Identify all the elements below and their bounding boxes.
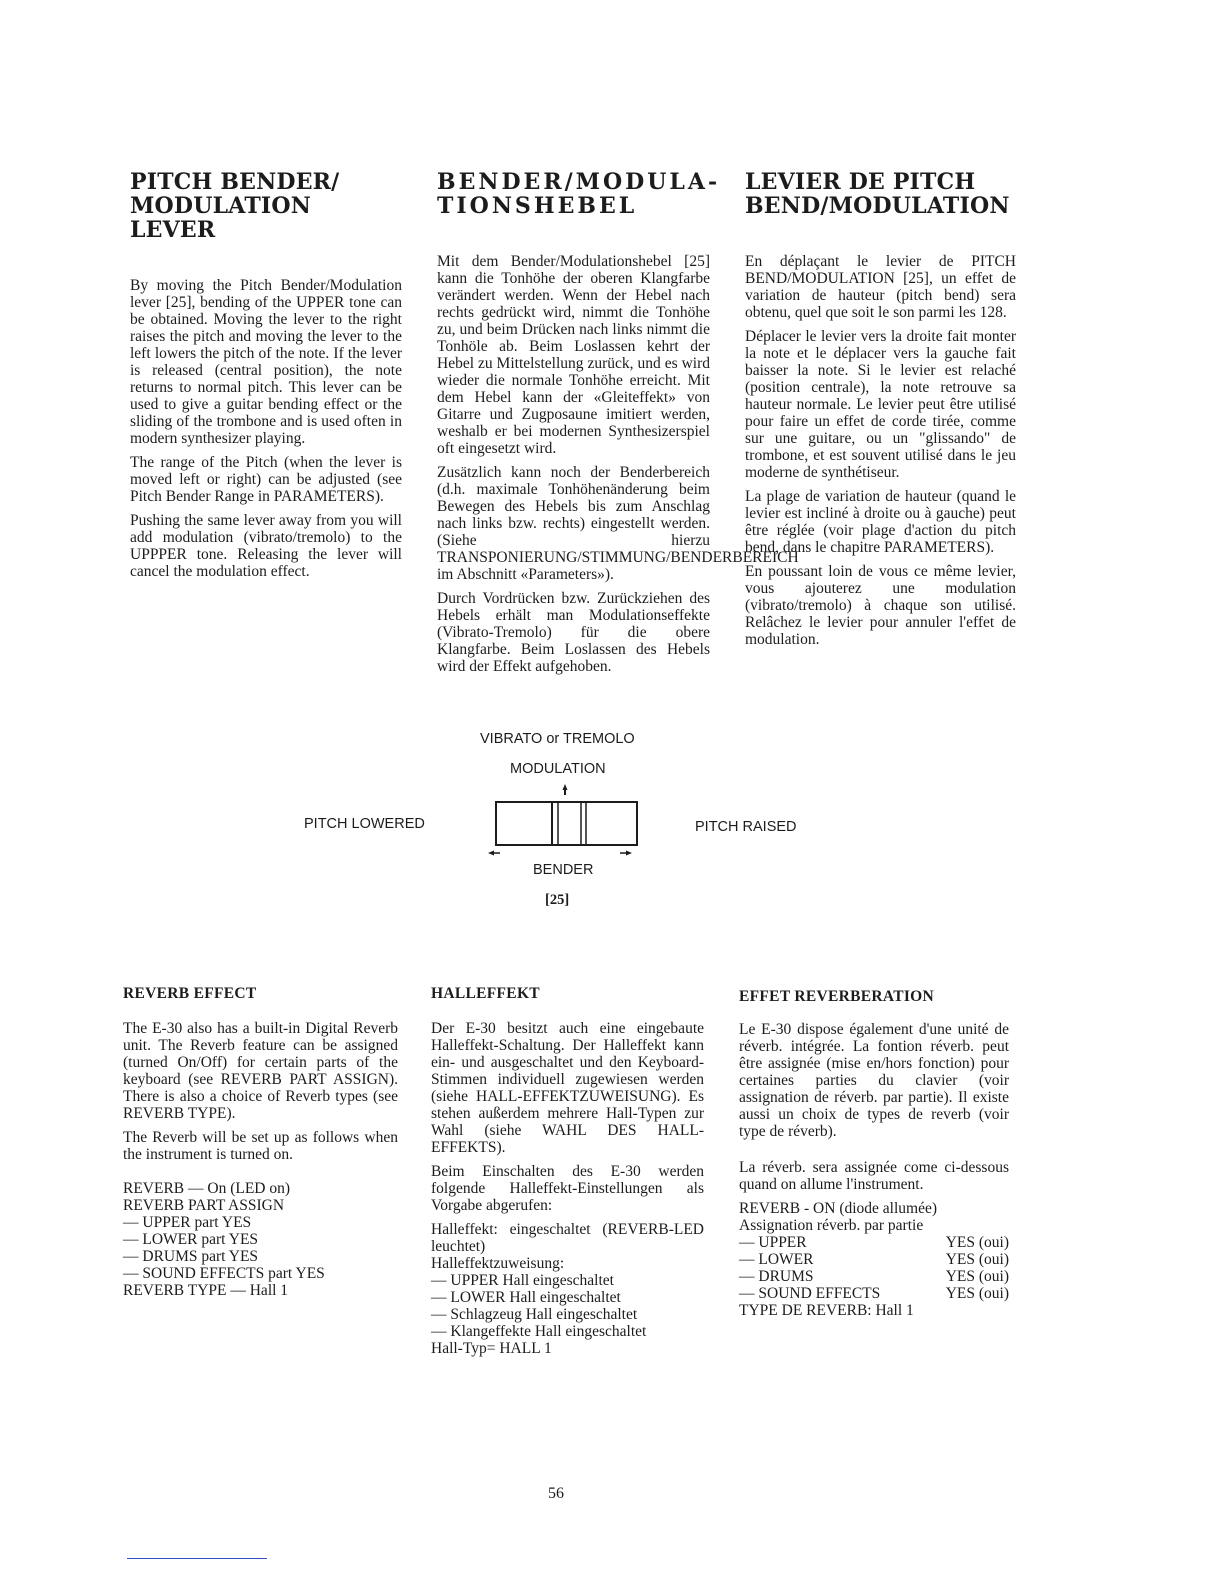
german-reverb-para-3: Halleffekt: eingeschaltet (REVERB-LED leuchtet): [431, 1221, 704, 1255]
french-reverb-column: [739, 988, 1009, 1319]
french-reverb-row: [739, 1251, 1009, 1268]
english-pitch-para-3: Pushing the same lever away from you will add modulation (vibrato/tremolo) to the UPPPER tone. Releasing the lever will cancel the modulation effect.: [130, 512, 402, 580]
german-reverb-para-1: Der E-30 besitzt auch eine eingebaute Halleffekt-Schaltung. Der Halleffekt kann ein- und ausgeschaltet und den Keyboard-Stimmen individuell zugewiesen werden (siehe HALL-EFFEKTZUWEISUNG). Es stehen außerdem mehrere Hall-Typen zur Wahl (siehe WAHL DES HALL-EFFEKTS).: [431, 1020, 704, 1156]
french-reverb-row: [739, 1268, 1009, 1285]
german-pitch-column: [437, 169, 799, 682]
french-reverb-value: YES (oui): [945, 1234, 1009, 1251]
french-reverb-title: EFFET REVERBERATION: [739, 988, 935, 1005]
lever-number-label: [25]: [545, 892, 570, 908]
french-reverb-row: [739, 1285, 1009, 1302]
right-arrow-icon: [620, 851, 632, 856]
pitch-raised-label: PITCH RAISED: [695, 819, 797, 835]
english-pitch-title: PITCH BENDER/ MODULATION LEVER: [130, 169, 340, 243]
german-reverb-column: [431, 985, 704, 1357]
french-pitch-para-1: En déplaçant le levier de PITCH BEND/MODULATION [25], un effet de variation de hauteur (pitch bend) sera obtenu, quel que soit le son parmi les 128.: [745, 253, 1016, 321]
german-reverb-title: HALLEFFEKT: [431, 985, 540, 1002]
german-pitch-title: BENDER/MODULA- TIONSHEBEL: [437, 169, 721, 219]
english-reverb-column: [123, 985, 398, 1299]
bender-lever-drawing: [470, 780, 660, 870]
left-arrow-icon: [488, 851, 500, 856]
french-reverb-part: — LOWER: [739, 1251, 814, 1268]
french-reverb-value: YES (oui): [945, 1285, 1009, 1302]
modulation-arrow-icon: [563, 784, 568, 795]
french-reverb-value: YES (oui): [945, 1268, 1009, 1285]
german-pitch-para-1: Mit dem Bender/Modulationshebel [25] kann die Tonhöhe der oberen Klangfarbe verändert werden. Wenn der Hebel nach rechts gedrückt wird, nimmt die Tonhöhe zu, und beim Drücken nach links nimmt die Tonhöle ab. Beim Loslassen kehrt der Hebel zu Mittelstellung zurück, und es wird wieder die normale Tonhöhe erreicht. Mit dem Hebel kann der «Gleiteffekt» von Gitarre und Zugposaune imitiert werden, weshalb er bei modernen Synthesizerspiel oft eingesetzt wird.: [437, 253, 710, 457]
french-reverb-row: [739, 1234, 1009, 1251]
lever-box: [496, 802, 637, 845]
pitch-lowered-label: PITCH LOWERED: [304, 816, 425, 832]
french-pitch-title: LEVIER DE PITCH BEND/MODULATION: [745, 169, 1010, 219]
french-pitch-para-3: La plage de variation de hauteur (quand le levier est incliné à droite ou à gauche) peut être réglée (voir plage d'action du pitch bend, dans le chapitre PARAMETERS).: [745, 488, 1016, 556]
french-reverb-type-line: TYPE DE REVERB: Hall 1: [739, 1302, 914, 1319]
french-reverb-part: — UPPER: [739, 1234, 807, 1251]
english-reverb-para-1: The E-30 also has a built-in Digital Reverb unit. The Reverb feature can be assigned (turned On/Off) for certain parts of the keyboard (see REVERB PART ASSIGN). There is also a choice of Reverb types (see REVERB TYPE).: [123, 1020, 398, 1122]
french-reverb-part: — SOUND EFFECTS: [739, 1285, 881, 1302]
english-pitch-para-2: The range of the Pitch (when the lever is moved left or right) can be adjusted (see Pitch Bender Range in PARAMETERS).: [130, 454, 402, 505]
english-reverb-title: REVERB EFFECT: [123, 985, 257, 1002]
french-pitch-para-4: En poussant loin de vous ce même levier, vous ajouterez une modulation (vibrato/tremolo) à chaque son utilisé. Relâchez le levier pour annuler l'effet de modulation.: [745, 563, 1016, 648]
english-reverb-settings-list: REVERB — On (LED on) REVERB PART ASSIGN — UPPER part YES — LOWER part YES — DRUMS part YES — SOUND EFFECTS part YES REVERB TYPE — Hall 1: [123, 1180, 325, 1299]
french-reverb-para-2: La réverb. sera assignée come ci-dessous quand on allume l'instrument.: [739, 1159, 1009, 1193]
french-reverb-para-1: Le E-30 dispose également d'une unité de réverb. intégrée. La fontion réverb. peut être assignée (mise en/hors fonction) pour certaines parties du clavier (voir assignation de réverb. par partie). Il existe aussi un choix de types de reverb (voir type de réverb).: [739, 1021, 1009, 1140]
german-pitch-para-3: Durch Vordrücken bzw. Zurückziehen des Hebels erhält man Modulationseffekte (Vibrato-Tremolo) für die obere Klangfarbe. Beim Loslassen des Hebels wird der Effekt aufgehoben.: [437, 590, 710, 675]
english-reverb-para-2: The Reverb will be set up as follows when the instrument is turned on.: [123, 1129, 398, 1163]
french-reverb-part-table: [739, 1234, 1009, 1302]
bender-label: BENDER: [533, 862, 594, 878]
page-number: 56: [548, 1485, 564, 1502]
french-reverb-part: — DRUMS: [739, 1268, 814, 1285]
footnote-rule: [127, 1558, 267, 1559]
german-reverb-settings-list: Halleffektzuweisung: — UPPER Hall eingeschaltet — LOWER Hall eingeschaltet — Schlagzeug Hall eingeschaltet — Klangeffekte Hall eingeschaltet Hall-Typ= HALL 1: [431, 1255, 647, 1357]
french-pitch-column: [745, 170, 1016, 655]
english-pitch-column: [130, 170, 402, 587]
modulation-label: MODULATION: [510, 761, 606, 777]
german-pitch-para-2: Zusätzlich kann noch der Benderbereich (d.h. maximale Tonhöhenänderung beim Bewegen des Hebels bis zum Anschlag nach links bzw. rechts) eingestellt werden. (Siehe hierzu TRANSPONIERUNG/STIMMUNG/BENDERBEREICH im Abschnitt «Parameters»).: [437, 464, 799, 583]
french-reverb-intro: REVERB - ON (diode allumée) Assignation réverb. par partie: [739, 1200, 938, 1234]
vibrato-label: VIBRATO or TREMOLO: [480, 731, 635, 747]
french-pitch-para-2: Déplacer le levier vers la droite fait monter la note et le déplacer vers la gauche fait baisser la note. Si le levier est relaché (position centrale), la note retrouve sa hauteur normale. Le levier peut être utilisé pour faire un effet de corde tirée, comme sur une guitare, ou un "glissando" de trombone, et est souvent utilisé dans le jeu moderne de synthétiseur.: [745, 328, 1016, 481]
german-reverb-para-2: Beim Einschalten des E-30 werden folgende Halleffekt-Einstellungen als Vorgabe abgerufen:: [431, 1163, 704, 1214]
english-pitch-para-1: By moving the Pitch Bender/Modulation lever [25], bending of the UPPER tone can be obtained. Moving the lever to the right raises the pitch and moving the lever to the left lowers the pitch of the note. If the lever is released (central position), the note returns to normal pitch. This lever can be used to give a guitar bending effect or the sliding of the trombone and is used often in modern synthesizer playing.: [130, 277, 402, 447]
french-reverb-value: YES (oui): [945, 1251, 1009, 1268]
